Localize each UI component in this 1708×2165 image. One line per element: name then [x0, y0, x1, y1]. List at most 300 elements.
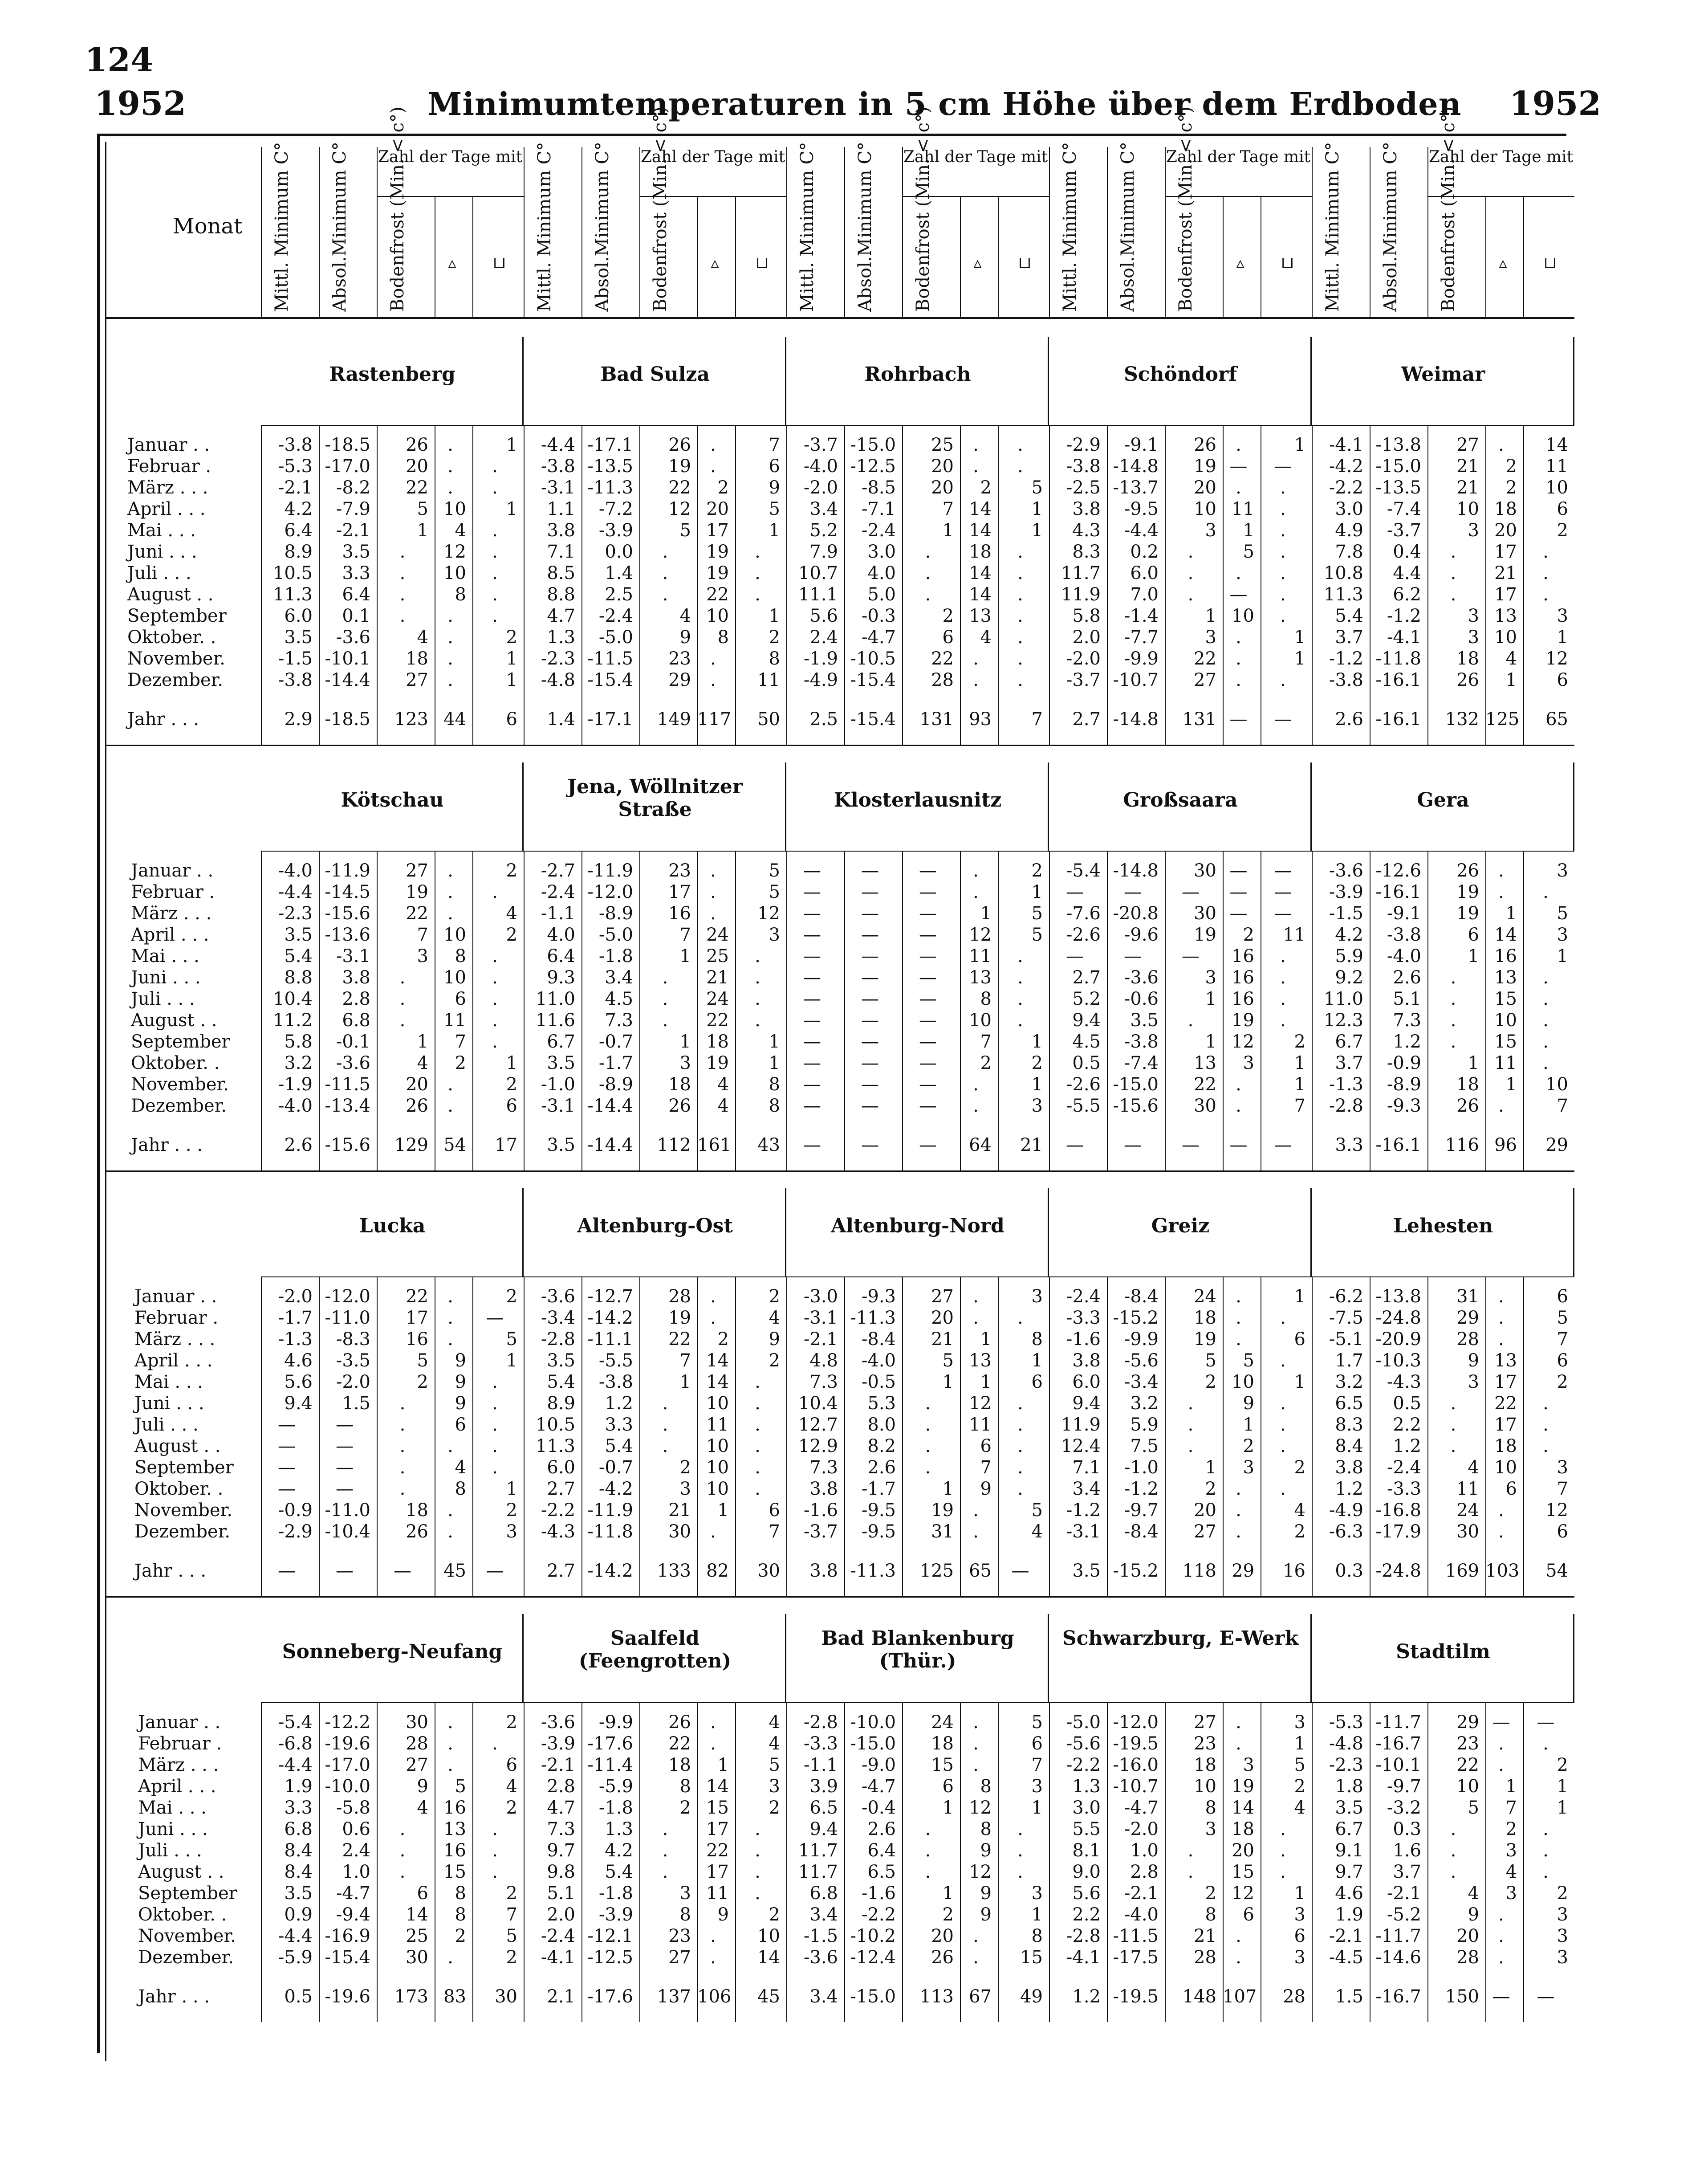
table-cell: -3.5: [336, 1350, 370, 1371]
table-cell: —: [861, 1032, 879, 1052]
table-cell: -2.3: [278, 903, 313, 924]
table-cell: 0.4: [1393, 542, 1421, 562]
table-cell: 22: [668, 1329, 691, 1350]
table-cell: -3.7: [803, 1521, 838, 1542]
header-column-label: Mittl. Minimum C°: [1060, 142, 1080, 312]
table-cell: 19: [406, 882, 428, 902]
table-cell: 3.4: [809, 1986, 838, 2007]
table-cell: 10: [1494, 1457, 1517, 1478]
table-cell: -4.4: [1124, 520, 1159, 541]
table-cell: —: [861, 860, 879, 881]
table-cell: .: [492, 1733, 498, 1754]
table-cell: -1.9: [803, 648, 838, 669]
table-cell: .: [492, 946, 498, 966]
table-cell: .: [492, 584, 498, 605]
table-cell: —: [803, 1074, 821, 1095]
table-cell: 5.5: [1072, 1819, 1101, 1839]
table-cell: 2: [717, 1329, 729, 1350]
table-cell: .: [1543, 1840, 1549, 1861]
table-cell: .: [1280, 1308, 1286, 1328]
table-cell: -2.1: [336, 520, 370, 541]
table-cell: 14: [406, 1904, 428, 1925]
table-cell: —: [278, 1479, 296, 1499]
table-cell: —: [486, 1561, 504, 1581]
table-cell: 3.3: [1335, 1135, 1363, 1155]
table-cell: -7.9: [336, 499, 370, 519]
month-label: Mai . . .: [134, 1372, 203, 1392]
table-cell: —: [919, 989, 937, 1009]
table-cell: 3: [1243, 1457, 1254, 1478]
table-cell: 19: [668, 456, 691, 477]
table-cell: -12.6: [1375, 860, 1421, 881]
table-cell: .: [492, 456, 498, 477]
table-cell: -3.1: [541, 477, 575, 498]
table-cell: -2.2: [1329, 477, 1363, 498]
table-cell: 1: [506, 1350, 517, 1371]
table-cell: -17.0: [325, 456, 370, 477]
header-zahl-der-tage: Zahl der Tage mit: [903, 148, 1048, 166]
station-name: Lucka: [359, 1215, 426, 1237]
table-cell: -2.9: [1066, 435, 1101, 455]
table-cell: 44: [443, 709, 466, 730]
table-cell: 8.8: [547, 584, 575, 605]
table-cell: 6.8: [284, 1819, 313, 1839]
table-cell: -8.4: [1124, 1521, 1159, 1542]
table-cell: 6: [1243, 1904, 1254, 1925]
table-cell: 1: [506, 670, 517, 690]
table-cell: .: [447, 1096, 453, 1116]
table-cell: —: [1537, 1712, 1555, 1733]
table-cell: -1.7: [278, 1308, 313, 1328]
table-cell: .: [1187, 584, 1194, 605]
table-cell: 21: [1020, 1135, 1043, 1155]
table-cell: 6.4: [342, 584, 370, 605]
table-cell: -3.6: [1329, 860, 1363, 881]
table-cell: -17.0: [325, 1755, 370, 1775]
table-cell: —: [1229, 584, 1248, 605]
month-label: Juni . . .: [131, 967, 201, 988]
header-column-line: [1523, 196, 1524, 317]
table-cell: 2.7: [547, 1479, 575, 1499]
table-cell: .: [1498, 1926, 1504, 1946]
station-block: [105, 745, 1574, 1170]
column-symbol-triangle: ▵: [973, 254, 982, 272]
month-label: Dezember.: [131, 1096, 227, 1116]
table-cell: -0.6: [1124, 989, 1159, 1009]
table-cell: 12.4: [1061, 1436, 1101, 1456]
table-cell: 20: [706, 499, 729, 519]
table-cell: -8.9: [598, 903, 633, 924]
table-cell: 8: [769, 1074, 780, 1095]
table-cell: 13: [1494, 967, 1517, 988]
table-cell: -14.8: [1113, 456, 1159, 477]
table-cell: 11.7: [798, 1862, 838, 1882]
station-name: Greiz: [1151, 1215, 1210, 1237]
table-cell: 15: [443, 1862, 466, 1882]
table-cell: 1.2: [1072, 1986, 1101, 2007]
table-cell: 28: [668, 1286, 691, 1307]
table-cell: 3: [1468, 1372, 1479, 1392]
month-label: Dezember.: [127, 670, 224, 690]
month-label: Januar . .: [127, 435, 210, 455]
table-cell: 17: [1494, 1415, 1517, 1435]
table-cell: -4.1: [541, 1947, 575, 1968]
month-label: Jahr . . .: [127, 709, 199, 730]
table-cell: 5.4: [284, 946, 313, 966]
table-cell: .: [447, 1074, 453, 1095]
table-cell: 4.9: [1335, 520, 1363, 541]
table-cell: 3.2: [284, 1053, 313, 1073]
table-cell: —: [803, 1096, 821, 1116]
table-cell: 18: [1194, 1308, 1216, 1328]
table-cell: 10: [443, 563, 466, 583]
year-right: 1952: [1509, 85, 1601, 123]
month-label: April . . .: [138, 1776, 216, 1797]
table-cell: -0.1: [336, 1032, 370, 1052]
table-cell: 2: [1557, 520, 1568, 541]
table-cell: —: [1492, 1986, 1510, 2007]
table-cell: .: [973, 1733, 979, 1754]
table-cell: 6: [1557, 1350, 1568, 1371]
table-cell: 1: [1294, 1053, 1305, 1073]
table-cell: -0.7: [598, 1457, 633, 1478]
table-cell: .: [1498, 1308, 1504, 1328]
table-cell: 3: [1557, 925, 1568, 945]
table-cell: 2: [679, 1798, 691, 1818]
table-cell: .: [973, 860, 979, 881]
table-cell: 10: [1456, 1776, 1479, 1797]
table-cell: -14.8: [1113, 709, 1159, 730]
table-cell: 1: [679, 1032, 691, 1052]
table-cell: 15: [1232, 1862, 1254, 1882]
column-symbol-bracket: ⊔: [1018, 254, 1032, 272]
table-cell: 4: [1031, 1521, 1043, 1542]
table-cell: 2.7: [1072, 967, 1101, 988]
table-cell: -4.2: [598, 1479, 633, 1499]
table-cell: .: [1017, 1479, 1023, 1499]
table-cell: -9.1: [1124, 435, 1159, 455]
table-cell: 18: [1232, 1819, 1254, 1839]
table-cell: -15.6: [325, 903, 370, 924]
table-cell: .: [755, 1819, 760, 1839]
table-cell: -9.3: [861, 1286, 896, 1307]
station-name: Rastenberg: [329, 363, 455, 386]
table-cell: .: [1187, 563, 1194, 583]
column-symbol-triangle: ▵: [1499, 254, 1507, 272]
table-cell: 3: [1505, 1840, 1517, 1861]
table-cell: -1.3: [1329, 1074, 1363, 1095]
month-label: Februar .: [134, 1308, 219, 1328]
table-cell: 54: [1545, 1561, 1568, 1581]
table-cell: 29: [1456, 1308, 1479, 1328]
table-cell: 10: [1232, 606, 1254, 626]
table-cell: -0.9: [278, 1500, 313, 1521]
table-cell: 131: [1182, 709, 1216, 730]
month-label: Juni . . .: [134, 1393, 204, 1414]
table-cell: 1: [1505, 1776, 1517, 1797]
table-cell: -2.8: [1066, 1926, 1101, 1946]
table-cell: .: [755, 967, 760, 988]
station-block: [105, 1170, 1574, 1596]
table-cell: .: [1236, 435, 1241, 455]
table-cell: 29: [668, 670, 691, 690]
table-cell: .: [1543, 989, 1549, 1009]
table-cell: 133: [657, 1561, 691, 1581]
table-cell: -15.0: [850, 435, 896, 455]
table-cell: .: [1236, 1500, 1241, 1521]
table-cell: -0.9: [1387, 1053, 1421, 1073]
table-cell: 20: [931, 477, 954, 498]
table-cell: 2.2: [1072, 1904, 1101, 1925]
table-cell: 5: [417, 1350, 428, 1371]
table-cell: —: [1229, 882, 1248, 902]
month-label: März . . .: [131, 903, 212, 924]
block-separator: [105, 1170, 1574, 1172]
table-cell: .: [1017, 648, 1023, 669]
table-cell: -9.9: [1124, 1329, 1159, 1350]
table-cell: 10.4: [272, 989, 313, 1009]
table-cell: 16: [1232, 946, 1254, 966]
table-cell: —: [1182, 1135, 1200, 1155]
table-cell: 2: [769, 627, 780, 648]
table-cell: 10: [443, 499, 466, 519]
table-cell: 7: [1505, 1798, 1517, 1818]
table-cell: 10.5: [272, 563, 313, 583]
table-cell: -3.3: [1066, 1308, 1101, 1328]
month-label: Oktober. .: [127, 627, 216, 648]
table-cell: 20: [1456, 1926, 1479, 1946]
column-symbol-triangle: ▵: [448, 254, 456, 272]
table-cell: 4: [679, 606, 691, 626]
table-cell: 16: [1283, 1561, 1305, 1581]
table-cell: 2: [679, 1457, 691, 1478]
table-cell: .: [1187, 1862, 1194, 1882]
table-cell: 2: [942, 606, 954, 626]
table-header: [105, 106, 1574, 319]
table-cell: 3.5: [284, 925, 313, 945]
table-cell: .: [1236, 1329, 1241, 1350]
table-cell: 1: [769, 520, 780, 541]
table-cell: -8.4: [1124, 1286, 1159, 1307]
table-cell: 2.5: [605, 584, 633, 605]
header-column-line: [697, 196, 698, 317]
table-cell: .: [447, 1712, 453, 1733]
table-cell: 5: [1031, 903, 1043, 924]
table-cell: -3.6: [803, 1947, 838, 1968]
table-cell: 1.3: [605, 1819, 633, 1839]
station-name: Kötschau: [341, 789, 444, 811]
table-cell: —: [861, 989, 879, 1009]
table-cell: -3.6: [541, 1712, 575, 1733]
table-cell: 6: [980, 1436, 992, 1456]
table-cell: .: [1236, 477, 1241, 498]
table-cell: 24: [706, 989, 729, 1009]
table-cell: .: [1280, 1840, 1286, 1861]
table-cell: .: [1450, 1819, 1456, 1839]
table-cell: 10: [1194, 499, 1216, 519]
table-cell: 10: [706, 1457, 729, 1478]
table-cell: .: [492, 1393, 498, 1414]
table-cell: 9.2: [1335, 967, 1363, 988]
table-cell: 10: [443, 967, 466, 988]
table-cell: 173: [394, 1986, 428, 2007]
table-cell: —: [919, 1074, 937, 1095]
table-cell: -3.2: [1387, 1798, 1421, 1818]
table-cell: -3.6: [1124, 967, 1159, 988]
month-label: Dezember.: [134, 1521, 231, 1542]
table-cell: 12.7: [798, 1415, 838, 1435]
table-cell: -2.4: [861, 520, 896, 541]
table-cell: .: [1017, 1415, 1023, 1435]
table-cell: 1: [506, 499, 517, 519]
table-cell: 67: [969, 1986, 992, 2007]
table-cell: 26: [931, 1947, 954, 1968]
table-cell: .: [1280, 542, 1286, 562]
table-cell: .: [710, 1521, 716, 1542]
table-cell: .: [447, 456, 453, 477]
table-cell: 20: [1194, 477, 1216, 498]
table-cell: 17: [1494, 1372, 1517, 1392]
table-cell: 14: [706, 1776, 729, 1797]
table-cell: 18: [668, 1755, 691, 1775]
table-cell: -2.4: [541, 882, 575, 902]
table-cell: .: [492, 542, 498, 562]
table-cell: .: [1017, 1308, 1023, 1328]
table-cell: 18: [969, 542, 992, 562]
table-cell: 2.4: [342, 1840, 370, 1861]
table-cell: -17.9: [1375, 1521, 1421, 1542]
table-cell: -11.5: [1113, 1926, 1159, 1946]
table-cell: .: [710, 1947, 716, 1968]
table-cell: 18: [706, 1032, 729, 1052]
table-cell: 3: [679, 1479, 691, 1499]
table-cell: 11: [1232, 499, 1254, 519]
table-cell: 22: [706, 1010, 729, 1031]
table-cell: —: [803, 1010, 821, 1031]
table-cell: 1: [679, 1372, 691, 1392]
table-cell: .: [1450, 1436, 1456, 1456]
table-cell: .: [399, 584, 406, 605]
table-cell: 6: [506, 1096, 517, 1116]
table-cell: 18: [668, 1074, 691, 1095]
table-cell: 10.4: [798, 1393, 838, 1414]
table-cell: -3.8: [278, 670, 313, 690]
table-cell: -1.4: [1124, 606, 1159, 626]
table-cell: 22: [1194, 648, 1216, 669]
table-cell: 13: [1494, 1350, 1517, 1371]
table-cell: 24: [706, 925, 729, 945]
table-cell: 3: [417, 946, 428, 966]
table-cell: .: [492, 1840, 498, 1861]
table-cell: 9: [417, 1776, 428, 1797]
table-cell: 22: [1194, 1074, 1216, 1095]
table-cell: 112: [657, 1135, 691, 1155]
table-cell: -13.8: [1375, 435, 1421, 455]
table-cell: 14: [706, 1372, 729, 1392]
table-cell: 4: [717, 1096, 729, 1116]
table-cell: 26: [1194, 435, 1216, 455]
table-cell: 96: [1494, 1135, 1517, 1155]
table-cell: 2: [506, 1947, 517, 1968]
table-cell: 3.3: [342, 563, 370, 583]
table-cell: 1: [679, 946, 691, 966]
table-cell: 1: [1505, 1074, 1517, 1095]
table-cell: 45: [443, 1561, 466, 1581]
table-cell: -11.9: [587, 1500, 633, 1521]
table-cell: -9.9: [1124, 648, 1159, 669]
table-cell: 26: [1456, 670, 1479, 690]
table-cell: 16: [443, 1840, 466, 1861]
table-cell: 2.5: [809, 709, 838, 730]
table-cell: 24: [931, 1712, 954, 1733]
table-cell: -2.4: [1387, 1457, 1421, 1478]
table-cell: —: [861, 1053, 879, 1073]
table-cell: 14: [757, 1947, 780, 1968]
table-cell: .: [710, 903, 716, 924]
table-cell: .: [1543, 584, 1549, 605]
table-cell: 8: [679, 1904, 691, 1925]
table-cell: 2.8: [1130, 1862, 1159, 1882]
table-cell: 6.8: [809, 1883, 838, 1904]
table-cell: 22: [406, 477, 428, 498]
table-cell: 10: [1545, 1074, 1568, 1095]
table-cell: -4.3: [541, 1521, 575, 1542]
table-cell: 3: [1557, 1947, 1568, 1968]
table-cell: 9: [455, 1372, 466, 1392]
table-cell: 3: [1468, 627, 1479, 648]
table-cell: 1: [717, 1500, 729, 1521]
table-cell: 4: [1294, 1500, 1305, 1521]
table-cell: 9.4: [1072, 1010, 1101, 1031]
table-cell: 10: [1494, 1010, 1517, 1031]
table-cell: -12.0: [1113, 1712, 1159, 1733]
table-cell: 16: [1232, 989, 1254, 1009]
table-cell: 4: [417, 1798, 428, 1818]
table-cell: 132: [1445, 709, 1479, 730]
table-cell: 8: [455, 584, 466, 605]
table-cell: 8: [980, 1776, 992, 1797]
table-cell: -12.2: [325, 1712, 370, 1733]
table-cell: 29: [1545, 1135, 1568, 1155]
table-cell: 6.7: [1335, 1819, 1363, 1839]
table-cell: 5.4: [605, 1436, 633, 1456]
table-cell: 30: [406, 1712, 428, 1733]
table-cell: .: [447, 1947, 453, 1968]
month-label: Dezember.: [138, 1947, 234, 1968]
table-cell: .: [492, 1372, 498, 1392]
table-cell: 3.3: [605, 1415, 633, 1435]
table-cell: 9: [455, 1350, 466, 1371]
table-cell: 12: [1545, 1500, 1568, 1521]
table-cell: -8.2: [336, 477, 370, 498]
table-cell: 20: [1194, 1500, 1216, 1521]
table-cell: .: [710, 1712, 716, 1733]
table-cell: 3.4: [605, 967, 633, 988]
table-cell: -24.8: [1375, 1308, 1421, 1328]
table-cell: 8: [1031, 1329, 1043, 1350]
header-column-line: [261, 147, 262, 317]
table-cell: .: [1017, 670, 1023, 690]
table-cell: 9: [980, 1479, 992, 1499]
table-cell: 54: [443, 1135, 466, 1155]
table-cell: .: [1543, 1393, 1549, 1414]
table-cell: 2: [506, 1798, 517, 1818]
table-cell: 6: [1557, 1286, 1568, 1307]
table-cell: 5: [769, 860, 780, 881]
table-cell: .: [1017, 1436, 1023, 1456]
table-cell: 82: [706, 1561, 729, 1581]
table-cell: .: [973, 1947, 979, 1968]
